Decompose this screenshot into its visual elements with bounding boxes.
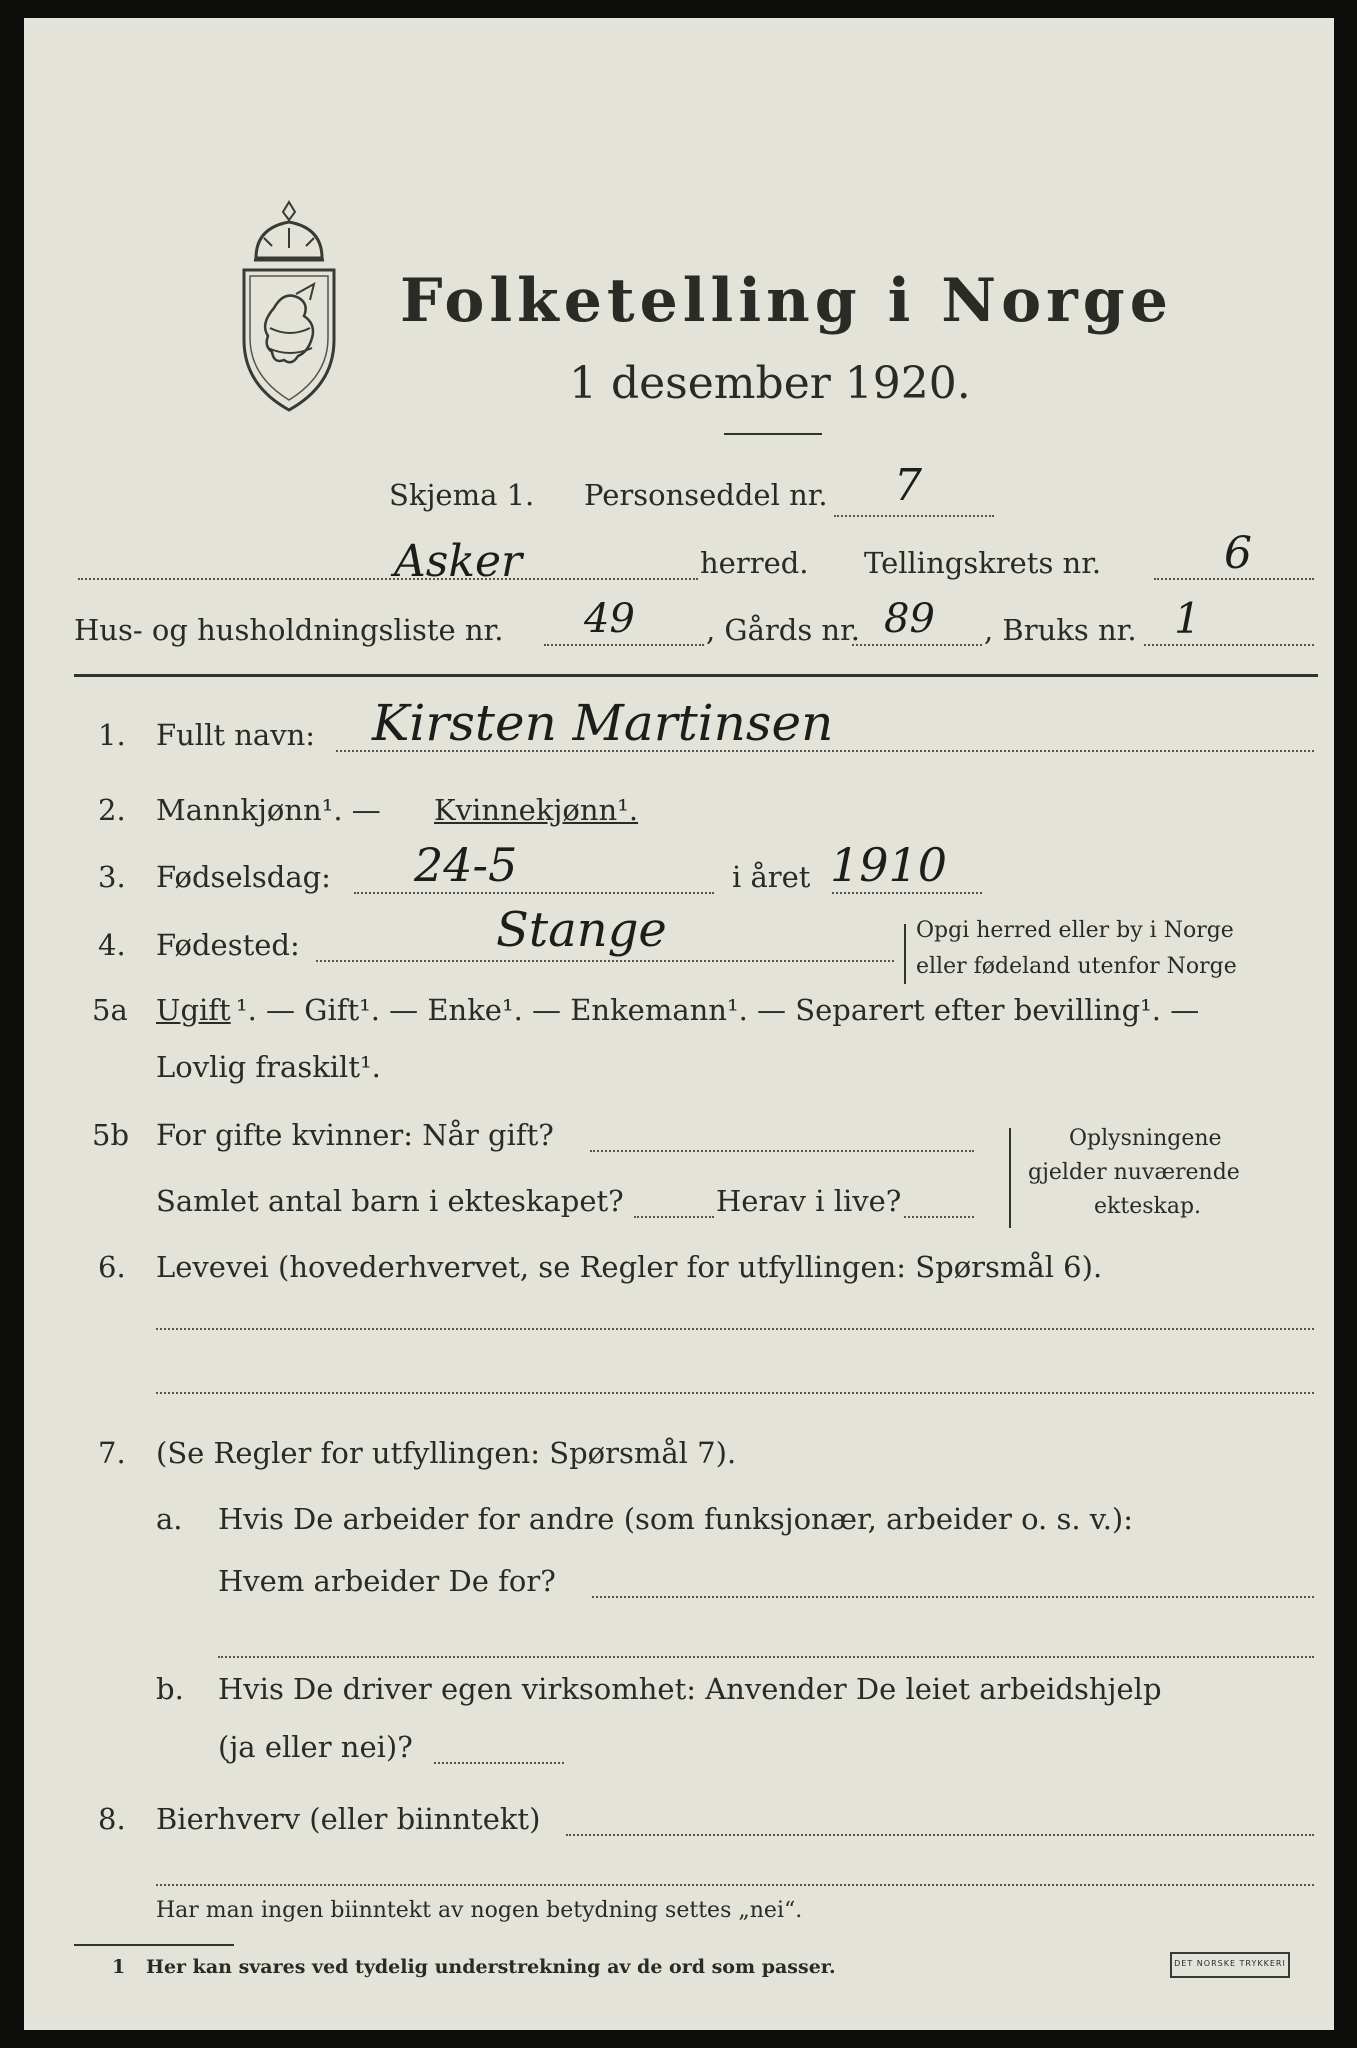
footnote-mark: 1	[112, 1956, 126, 1978]
q6-label: Levevei (hovederhvervet, se Regler for utfyllingen: Spørsmål 6).	[156, 1250, 1103, 1284]
birthplace-field[interactable]	[316, 960, 894, 962]
q7a-letter: a.	[156, 1502, 183, 1536]
q3-year-label: i året	[732, 860, 811, 894]
q5b-note-line2: gjelder nuværende	[1028, 1160, 1240, 1185]
occupation-line-2[interactable]	[156, 1392, 1314, 1394]
bruks-value: 1	[1174, 594, 1201, 643]
q2-number: 2.	[98, 793, 126, 827]
q5b-note-line3: ekteskap.	[1094, 1194, 1202, 1219]
bruks-label: , Bruks nr.	[984, 613, 1137, 647]
q4-number: 4.	[98, 928, 126, 962]
birth-year-value: 1910	[830, 838, 948, 892]
herred-field[interactable]	[78, 578, 698, 580]
tellingskrets-label: Tellingskrets nr.	[864, 546, 1102, 580]
personseddel-field[interactable]	[834, 515, 994, 517]
q5b-number: 5b	[92, 1118, 130, 1152]
q8-number: 8.	[98, 1802, 126, 1836]
q8-note: Har man ingen biinntekt av nogen betydning settes „nei“.	[156, 1898, 803, 1923]
q7a-line1: Hvis De arbeider for andre (som funksjonær, arbeider o. s. v.):	[218, 1502, 1134, 1536]
q7-number: 7.	[98, 1436, 126, 1470]
q6-number: 6.	[98, 1250, 126, 1284]
gards-label: , Gårds nr.	[706, 613, 860, 647]
occupation-line-1[interactable]	[156, 1328, 1314, 1330]
bruks-field[interactable]	[1144, 644, 1314, 646]
side-income-line-2[interactable]	[156, 1884, 1314, 1886]
personseddel-value: 7	[894, 460, 922, 511]
gards-field[interactable]	[852, 644, 982, 646]
q3-number: 3.	[98, 860, 126, 894]
q7b-line1: Hvis De driver egen virksomhet: Anvender De leiet arbeidshjelp	[218, 1672, 1162, 1706]
q4-note-line2: eller fødeland utenfor Norge	[916, 954, 1237, 979]
q7a-line2: Hvem arbeider De for?	[218, 1564, 556, 1598]
form-title: Folketelling i Norge	[400, 266, 1173, 336]
husliste-value: 49	[584, 596, 635, 642]
q7b-line2: (ja eller nei)?	[218, 1730, 413, 1764]
tellingskrets-value: 6	[1224, 528, 1252, 579]
q5b-label2: Samlet antal barn i ekteskapet?	[156, 1184, 624, 1218]
q5a-ugift[interactable]: Ugift	[156, 993, 231, 1027]
q5a-line2[interactable]: Lovlig fraskilt¹.	[156, 1050, 381, 1084]
children-total-field[interactable]	[634, 1216, 714, 1218]
skjema-label: Skjema 1.	[389, 478, 535, 512]
gards-value: 89	[884, 596, 935, 642]
employer-line-2[interactable]	[218, 1656, 1314, 1658]
q5b-label1: For gifte kvinner: Når gift?	[156, 1118, 554, 1152]
q5b-note-line1: Oplysningene	[1069, 1126, 1222, 1151]
q5a-options[interactable]: ¹. — Gift¹. — Enke¹. — Enkemann¹. — Separert efter bevilling¹. —	[236, 993, 1200, 1027]
side-income-field[interactable]	[566, 1834, 1314, 1836]
birthplace-value: Stange	[496, 902, 667, 958]
q5b-label3: Herav i live?	[716, 1184, 902, 1218]
form-date: 1 desember 1920.	[569, 358, 971, 409]
children-alive-field[interactable]	[904, 1216, 974, 1218]
header-bottom-rule	[74, 674, 1318, 677]
norwegian-coat-of-arms-icon	[234, 198, 344, 418]
hired-help-field[interactable]	[434, 1762, 564, 1764]
title-divider	[724, 433, 822, 435]
q7-label: (Se Regler for utfyllingen: Spørsmål 7).	[156, 1436, 737, 1470]
q2-female-label[interactable]: Kvinnekjønn¹.	[434, 793, 639, 827]
q3-label: Fødselsdag:	[156, 860, 331, 894]
q7b-letter: b.	[156, 1672, 184, 1706]
birth-date-field[interactable]	[354, 892, 714, 894]
q5b-note-brace	[1009, 1128, 1011, 1228]
q5a-number: 5a	[92, 993, 128, 1027]
q8-label: Bierhverv (eller biinntekt)	[156, 1802, 541, 1836]
q1-number: 1.	[98, 718, 126, 752]
footnote-text: Her kan svares ved tydelig understrekning av de ord som passer.	[146, 1956, 836, 1978]
birth-date-value: 24-5	[414, 838, 518, 892]
herred-value: Asker	[394, 536, 523, 587]
personseddel-label: Personseddel nr.	[584, 478, 828, 512]
herred-label: herred.	[700, 546, 809, 580]
census-form-sheet	[24, 18, 1334, 2030]
employer-field[interactable]	[592, 1596, 1314, 1598]
printer-stamp-text: DET NORSKE TRYKKERI	[1174, 1959, 1286, 1968]
q2-male-label[interactable]: Mannkjønn¹. —	[156, 793, 381, 827]
husliste-label: Hus- og husholdningsliste nr.	[74, 613, 504, 647]
q4-label: Fødested:	[156, 928, 300, 962]
footnote-rule	[74, 1944, 234, 1946]
q4-note-line1: Opgi herred eller by i Norge	[916, 918, 1234, 943]
birth-year-field[interactable]	[832, 892, 982, 894]
q1-label: Fullt navn:	[156, 718, 316, 752]
married-when-field[interactable]	[590, 1150, 974, 1152]
full-name-value: Kirsten Martinsen	[372, 694, 834, 752]
q4-note-brace	[904, 924, 906, 984]
printer-stamp	[1170, 1952, 1290, 1978]
husliste-field[interactable]	[544, 644, 704, 646]
